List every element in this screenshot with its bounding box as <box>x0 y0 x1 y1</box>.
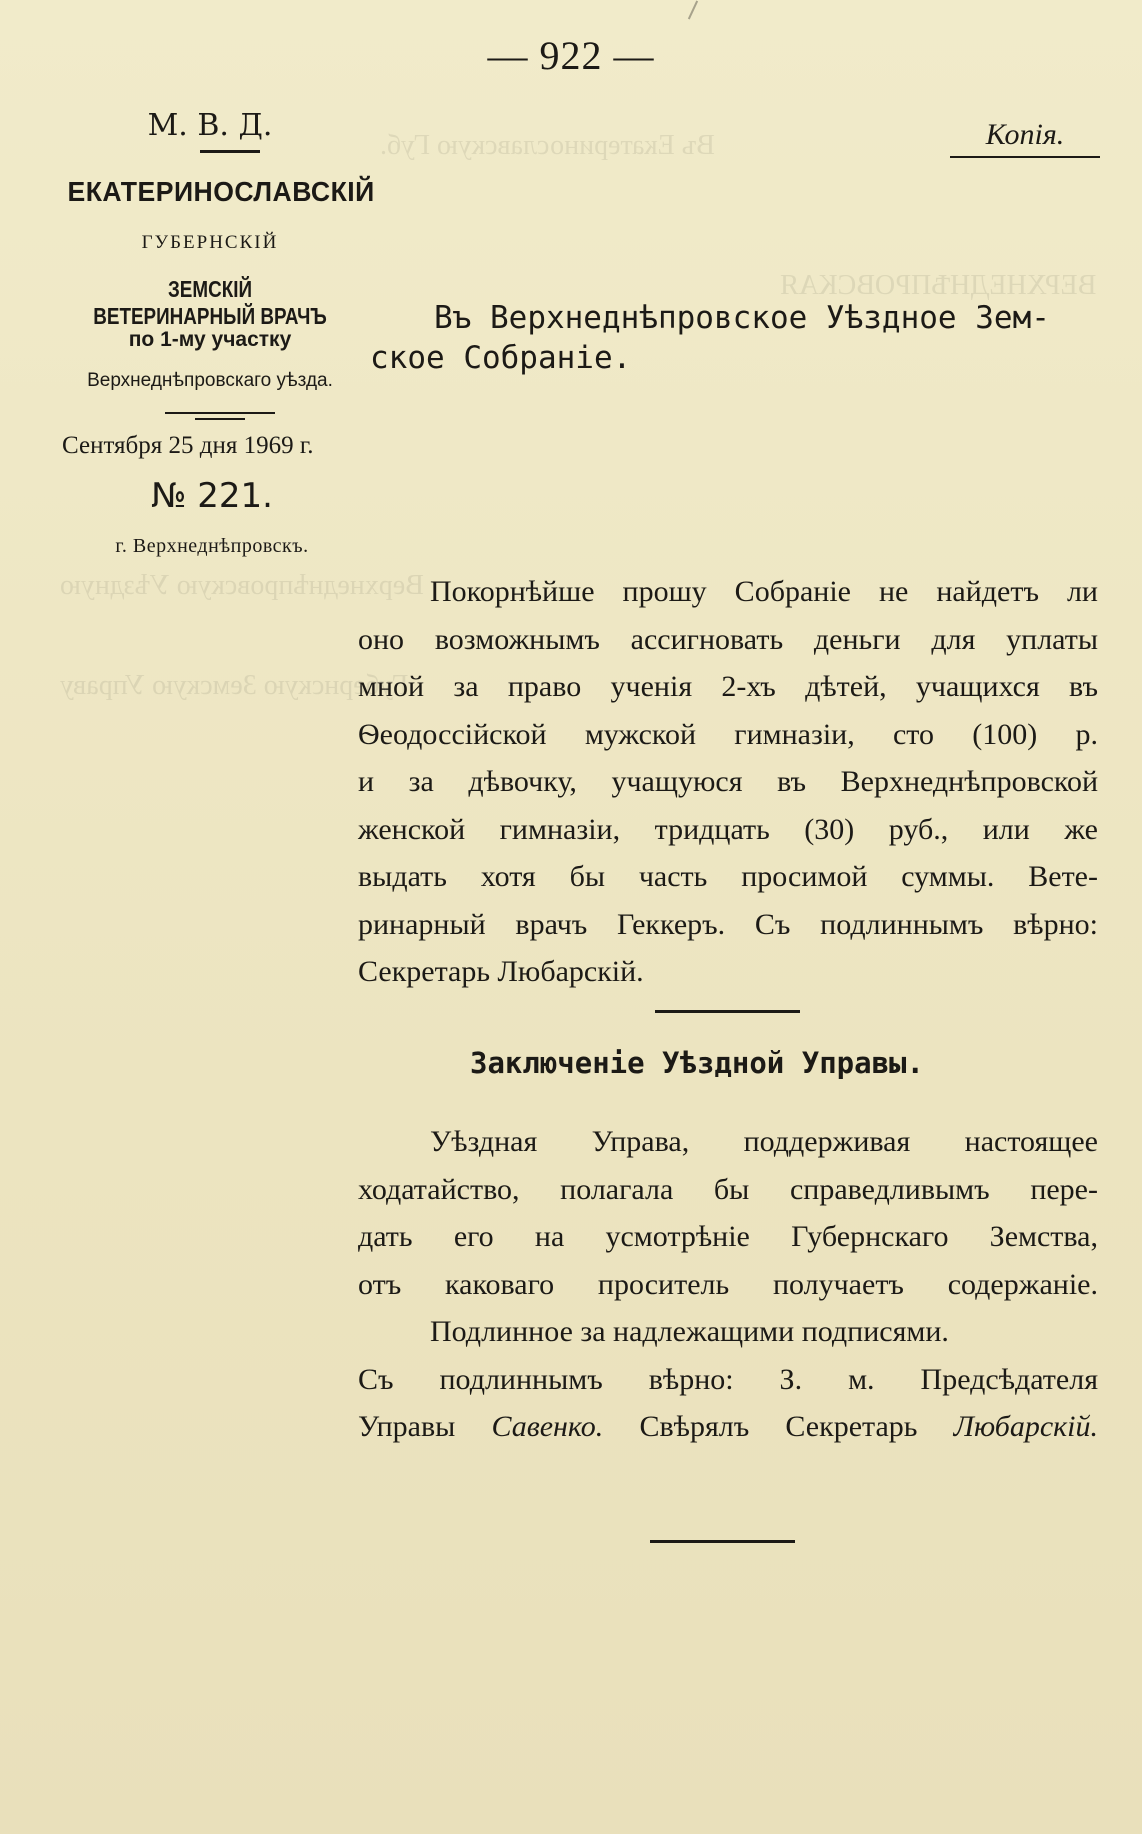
petition-line: мной за право ученія 2-хъ дѣтей, учащихся въ <box>358 670 1098 703</box>
section-separator <box>655 1010 800 1013</box>
conclusion-line: Уѣздная Управа, поддерживая настоящее <box>430 1125 1098 1158</box>
signature-name-lyubarsky: Любарскій. <box>953 1410 1099 1443</box>
petition-line: ринарный врачъ Геккеръ. Съ подлиннымъ вѣрно: <box>358 907 1098 941</box>
conclusion-line: дать его на усмотрѣніе Губернскаго Земства, <box>358 1220 1098 1253</box>
stamp-ministry: М. В. Д. <box>147 108 273 143</box>
stamp-date: Сентября 25 дня 1969 г. <box>62 432 314 459</box>
petition-line: женской гимназіи, тридцать (30) руб., или же <box>358 812 1098 846</box>
petition-line: и за дѣвочку, учащуюся въ Верхнеднѣпровской <box>358 765 1098 798</box>
stamp-divider <box>200 150 260 153</box>
conclusion-line: ходатайство, полагала бы справедливымъ пере- <box>358 1172 1098 1206</box>
pencil-mark <box>688 1 698 20</box>
bleed-through-text: Губернскую Земскую Управу <box>60 670 409 701</box>
conclusion-signature-line <box>358 1403 1098 1451</box>
page-number: — 922 — <box>487 33 655 78</box>
stamp-number: № 221. <box>151 476 273 516</box>
petition-line: Ѳеодоссійской мужской гимназіи, сто (100) р. <box>358 717 1098 751</box>
stamp-district-section: по 1-му участку <box>128 328 292 351</box>
signature-middle: Свѣрялъ Секретарь <box>639 1410 918 1443</box>
stamp-city: г. Верхнеднѣпровскъ. <box>115 535 309 557</box>
stamp-province: ГУБЕРНСКІЙ <box>141 232 279 253</box>
conclusion-line: Съ подлиннымъ вѣрно: З. м. Предсѣдателя <box>358 1362 1098 1396</box>
address-block <box>370 298 1100 378</box>
signature-name-savenko: Савенко. <box>491 1410 604 1443</box>
stamp-position: ЗЕМСКІЙ ВЕТЕРИНАРНЫЙ ВРАЧЪ <box>93 276 327 329</box>
petition-line: Секретарь Любарскій. <box>358 955 644 988</box>
address-line: Въ Верхнеднѣпровское Уѣздное Зем- <box>434 300 1050 336</box>
conclusion-line: отъ каковаго проситель получаетъ содержаніе. <box>358 1267 1098 1301</box>
signature-prefix: Управы <box>358 1410 456 1443</box>
petition-line: выдать хотя бы часть просимой суммы. Вете- <box>358 860 1098 893</box>
stamp-organization: ЕКАТЕРИНОСЛАВСКІЙ <box>67 176 375 207</box>
petition-line: Покорнѣйше прошу Собраніе не найдетъ ли <box>430 575 1098 608</box>
stamp-county: Верхнеднѣпровскаго уѣзда. <box>87 370 333 391</box>
bleed-through-text: Верхнеднѣпровскую Уѣздную <box>60 570 424 601</box>
stamp-rule <box>165 412 275 415</box>
conclusion-line: Подлинное за надлежащими подписями. <box>430 1315 949 1348</box>
address-line: ское Собраніе. <box>370 340 632 376</box>
bleed-through-text: ВЕРХНЕДНѢПРОВСКАЯ <box>780 270 1097 301</box>
bleed-through-text: Въ Екатеринославскую Губ. <box>380 130 715 161</box>
petition-line: оно возможнымъ ассигновать деньги для уплаты <box>358 622 1098 656</box>
conclusion-text <box>358 1118 1098 1451</box>
conclusion-heading: Заключеніе Уѣздной Управы. <box>470 1046 924 1080</box>
end-separator <box>650 1540 795 1543</box>
copy-label: Копія. <box>950 118 1100 158</box>
stamp-rule <box>195 418 245 421</box>
petition-text <box>358 568 1098 996</box>
